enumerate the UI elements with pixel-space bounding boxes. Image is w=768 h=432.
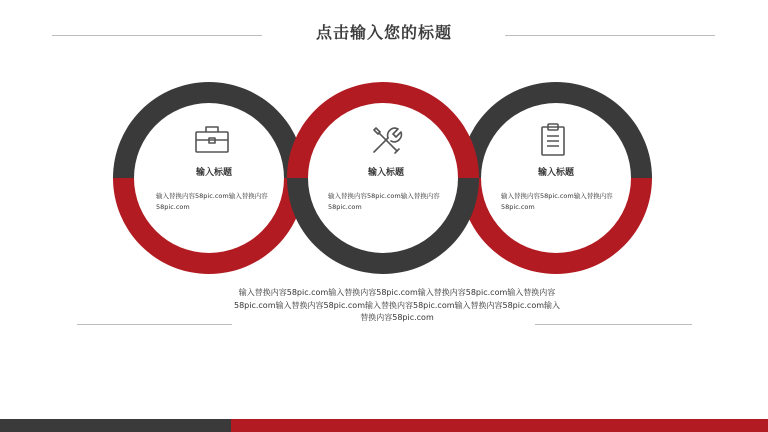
- wrench-screwdriver-icon: [366, 120, 406, 160]
- card-3-title[interactable]: 输入标题: [537, 168, 574, 178]
- card-3-text[interactable]: 输入替换内容58pic.com输入替换内容58pic.com: [501, 192, 613, 211]
- paragraph-divider-left: [77, 324, 232, 325]
- toolbox-icon: [192, 120, 232, 160]
- body-paragraph[interactable]: 输入替换内容58pic.com输入替换内容58pic.com输入替换内容58pic.com输入替换内容58pic.com输入替换内容58pic.com输入替换内容58pic.com输入替换内容58pic.com输入替换内容58pic.com: [233, 288, 561, 322]
- page-title[interactable]: 点击输入您的标题: [315, 23, 452, 42]
- clipboard-icon: [533, 120, 573, 160]
- card-2-title[interactable]: 输入标题: [367, 168, 404, 178]
- card-2-text[interactable]: 输入替换内容58pic.com输入替换内容58pic.com: [328, 192, 440, 211]
- paragraph-divider-right: [535, 324, 692, 325]
- card-1-title[interactable]: 输入标题: [195, 168, 232, 178]
- card-1-text[interactable]: 输入替换内容58pic.com输入替换内容58pic.com: [156, 192, 268, 211]
- footer-bar-red: [231, 419, 768, 432]
- footer-bar-dark: [0, 419, 231, 432]
